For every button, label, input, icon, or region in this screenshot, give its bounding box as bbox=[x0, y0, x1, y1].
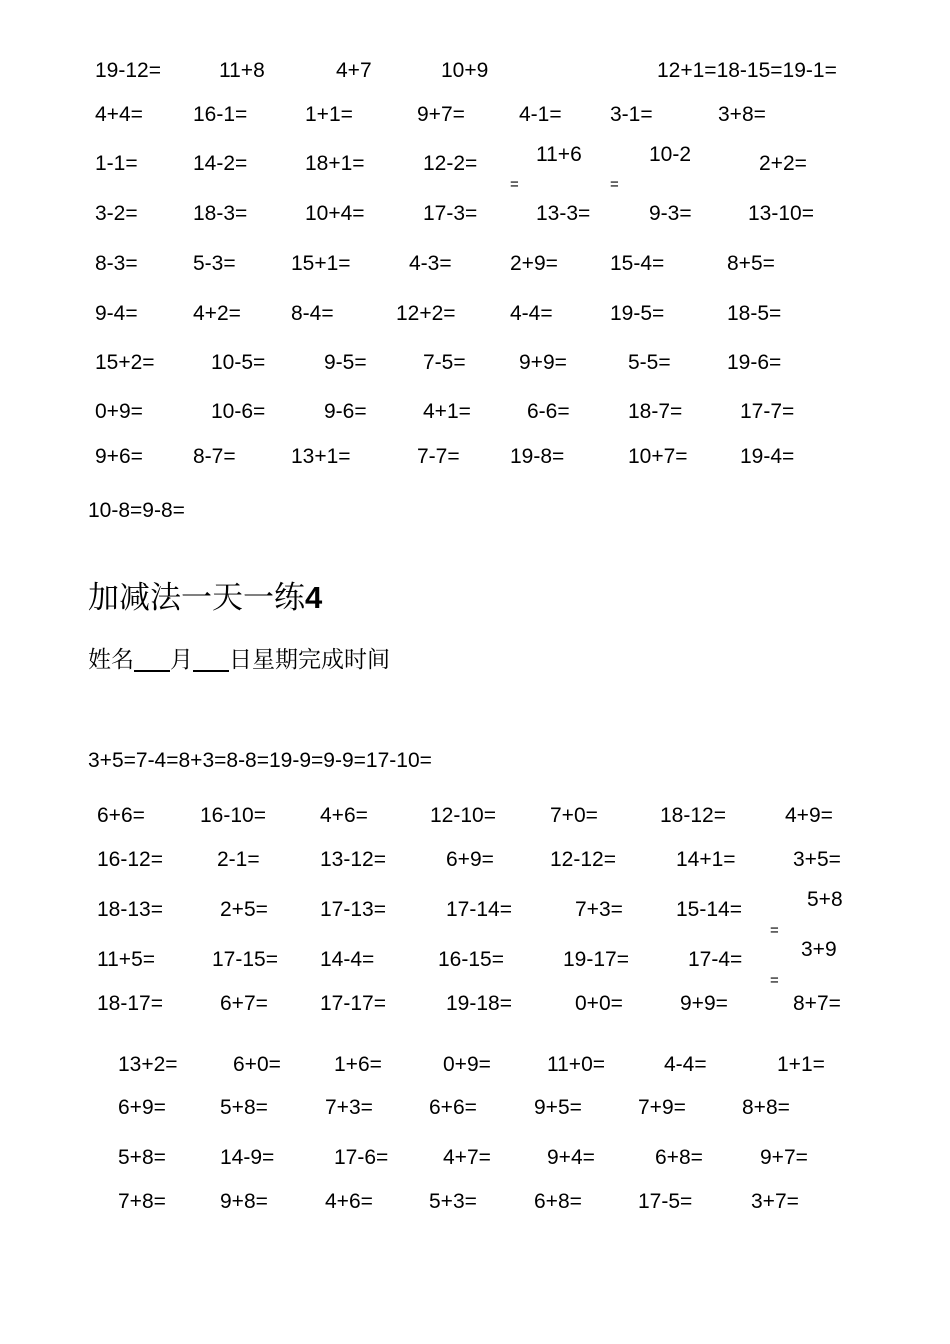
problem: 17-13= bbox=[320, 898, 386, 921]
problem: 5-3= bbox=[193, 252, 236, 275]
problem: 7-7= bbox=[417, 445, 460, 468]
problem: 18-7= bbox=[628, 400, 683, 423]
problem: 4+9= bbox=[785, 804, 833, 827]
problem: 9+4= bbox=[547, 1146, 595, 1169]
problem: 17-4= bbox=[688, 948, 743, 971]
name-date-line bbox=[88, 649, 390, 672]
problem: 17-5= bbox=[638, 1190, 693, 1213]
problem: 6+8= bbox=[534, 1190, 582, 1213]
problem: 18-5= bbox=[727, 302, 782, 325]
problem: 6+6= bbox=[429, 1096, 477, 1119]
problem: 2-1= bbox=[217, 848, 260, 871]
problem: 17-17= bbox=[320, 992, 386, 1015]
name-label: 姓名 bbox=[88, 647, 134, 673]
problem: 11+8 bbox=[219, 59, 265, 82]
problem: 13+1= bbox=[291, 445, 351, 468]
problem: 17-15= bbox=[212, 948, 278, 971]
problem: 10+9 bbox=[441, 59, 489, 82]
problem: 3-2= bbox=[95, 202, 138, 225]
problem: 17-14= bbox=[446, 898, 512, 921]
problem: 5+8 bbox=[807, 888, 843, 911]
problem: 18+1= bbox=[305, 152, 365, 175]
eq-sign: = bbox=[510, 176, 519, 193]
problem: 11+5= bbox=[97, 948, 156, 971]
problem: 13-3= bbox=[536, 202, 591, 225]
page-title bbox=[88, 582, 322, 614]
problem: 16-15= bbox=[438, 948, 504, 971]
problem: 15-4= bbox=[610, 252, 665, 275]
problem: 6+0= bbox=[233, 1053, 281, 1076]
problem: 18-13= bbox=[97, 898, 163, 921]
problem: 9+8= bbox=[220, 1190, 268, 1213]
eq-sign: = bbox=[610, 176, 619, 193]
problem: 0+0= bbox=[575, 992, 623, 1015]
problem: 10+7= bbox=[628, 445, 688, 468]
problem: 7+9= bbox=[638, 1096, 686, 1119]
problem: 1-1= bbox=[95, 152, 138, 175]
problem: 4+4= bbox=[95, 103, 143, 126]
problem: 9+7= bbox=[760, 1146, 808, 1169]
eq-sign: = bbox=[770, 972, 779, 989]
problem: 3+8= bbox=[718, 103, 766, 126]
problem: 9-4= bbox=[95, 302, 138, 325]
problem: 9+5= bbox=[534, 1096, 582, 1119]
problem: 17-7= bbox=[740, 400, 795, 423]
name-blank[interactable] bbox=[134, 650, 170, 672]
problem: 2+9= bbox=[510, 252, 558, 275]
problem: 4+2= bbox=[193, 302, 241, 325]
problem: 6-6= bbox=[527, 400, 570, 423]
problem: 7+0= bbox=[550, 804, 598, 827]
problem: 11+0= bbox=[547, 1053, 606, 1076]
problem: 16-1= bbox=[193, 103, 248, 126]
problem: 13-10= bbox=[748, 202, 814, 225]
problem: 7+3= bbox=[575, 898, 623, 921]
problem: 19-17= bbox=[563, 948, 629, 971]
problem: 17-3= bbox=[423, 202, 478, 225]
problem: 4+6= bbox=[325, 1190, 373, 1213]
problem: 9-5= bbox=[324, 351, 367, 374]
problem: 10+4= bbox=[305, 202, 365, 225]
problem: 3+9 bbox=[801, 938, 837, 961]
day-label: 日星期完成时间 bbox=[229, 647, 390, 673]
problem: 8-4= bbox=[291, 302, 334, 325]
s1-bottom-line: 10-8=9-8= bbox=[88, 499, 185, 522]
problem: 2+2= bbox=[759, 152, 807, 175]
problem: 15+1= bbox=[291, 252, 351, 275]
problem: 9-6= bbox=[324, 400, 367, 423]
problem: 4-3= bbox=[409, 252, 452, 275]
problem: 9+7= bbox=[417, 103, 465, 126]
problem: 5-5= bbox=[628, 351, 671, 374]
eq-sign: = bbox=[770, 922, 779, 939]
problem: 8-3= bbox=[95, 252, 138, 275]
problem: 18-12= bbox=[660, 804, 726, 827]
problem: 8+5= bbox=[727, 252, 775, 275]
problem: 9+6= bbox=[95, 445, 143, 468]
problem: 7-5= bbox=[423, 351, 466, 374]
problem: 1+1= bbox=[777, 1053, 825, 1076]
problem: 9+9= bbox=[680, 992, 728, 1015]
problem: 3-1= bbox=[610, 103, 653, 126]
problem: 0+9= bbox=[95, 400, 143, 423]
problem: 19-12= bbox=[95, 59, 161, 82]
problem: 0+9= bbox=[443, 1053, 491, 1076]
problem: 10-5= bbox=[211, 351, 266, 374]
problem: 6+7= bbox=[220, 992, 268, 1015]
problem: 9-3= bbox=[649, 202, 692, 225]
problem: 12-10= bbox=[430, 804, 496, 827]
problem: 5+8= bbox=[118, 1146, 166, 1169]
problem: 13-12= bbox=[320, 848, 386, 871]
problem: 19-4= bbox=[740, 445, 795, 468]
month-blank[interactable] bbox=[193, 650, 229, 672]
title-text: 加减法一天一练 bbox=[88, 580, 305, 616]
problem: 14-4= bbox=[320, 948, 375, 971]
problem: 1+6= bbox=[334, 1053, 382, 1076]
problem: 4-4= bbox=[510, 302, 553, 325]
problem: 13+2= bbox=[118, 1053, 178, 1076]
problem: 8-7= bbox=[193, 445, 236, 468]
problem: 5+3= bbox=[429, 1190, 477, 1213]
problem: 19-8= bbox=[510, 445, 565, 468]
problem: 6+9= bbox=[446, 848, 494, 871]
problem: 4+1= bbox=[423, 400, 471, 423]
problem: 5+8= bbox=[220, 1096, 268, 1119]
problem: 11+6 bbox=[536, 143, 582, 166]
problem: 2+5= bbox=[220, 898, 268, 921]
problem: 15+2= bbox=[95, 351, 155, 374]
problem: 7+3= bbox=[325, 1096, 373, 1119]
problem: 17-6= bbox=[334, 1146, 389, 1169]
problem: 16-10= bbox=[200, 804, 266, 827]
problem: 8+7= bbox=[793, 992, 841, 1015]
problem-run: 12+1=18-15=19-1= bbox=[657, 59, 837, 82]
problem: 4-4= bbox=[664, 1053, 707, 1076]
problem: 10-6= bbox=[211, 400, 266, 423]
problem: 10-2 bbox=[649, 143, 692, 166]
problem: 4+7= bbox=[443, 1146, 491, 1169]
problem: 19-5= bbox=[610, 302, 665, 325]
problem: 4+6= bbox=[320, 804, 368, 827]
problem: 16-12= bbox=[97, 848, 163, 871]
problem: 15-14= bbox=[676, 898, 742, 921]
problem: 18-3= bbox=[193, 202, 248, 225]
problem: 12-2= bbox=[423, 152, 478, 175]
problem: 14-9= bbox=[220, 1146, 275, 1169]
s2-first-line: 3+5=7-4=8+3=8-8=19-9=9-9=17-10= bbox=[88, 749, 432, 772]
problem: 6+8= bbox=[655, 1146, 703, 1169]
problem: 7+8= bbox=[118, 1190, 166, 1213]
problem: 19-6= bbox=[727, 351, 782, 374]
problem: 12-12= bbox=[550, 848, 616, 871]
problem: 18-17= bbox=[97, 992, 163, 1015]
problem: 12+2= bbox=[396, 302, 456, 325]
problem: 8+8= bbox=[742, 1096, 790, 1119]
title-number: 4 bbox=[305, 580, 323, 615]
problem: 14+1= bbox=[676, 848, 736, 871]
problem: 6+6= bbox=[97, 804, 145, 827]
problem: 3+7= bbox=[751, 1190, 799, 1213]
problem: 4+7 bbox=[336, 59, 372, 82]
problem: 19-18= bbox=[446, 992, 512, 1015]
problem: 3+5= bbox=[793, 848, 841, 871]
problem: 9+9= bbox=[519, 351, 567, 374]
month-label: 月 bbox=[170, 647, 193, 673]
problem: 4-1= bbox=[519, 103, 562, 126]
problem: 6+9= bbox=[118, 1096, 166, 1119]
problem: 1+1= bbox=[305, 103, 353, 126]
problem: 14-2= bbox=[193, 152, 248, 175]
